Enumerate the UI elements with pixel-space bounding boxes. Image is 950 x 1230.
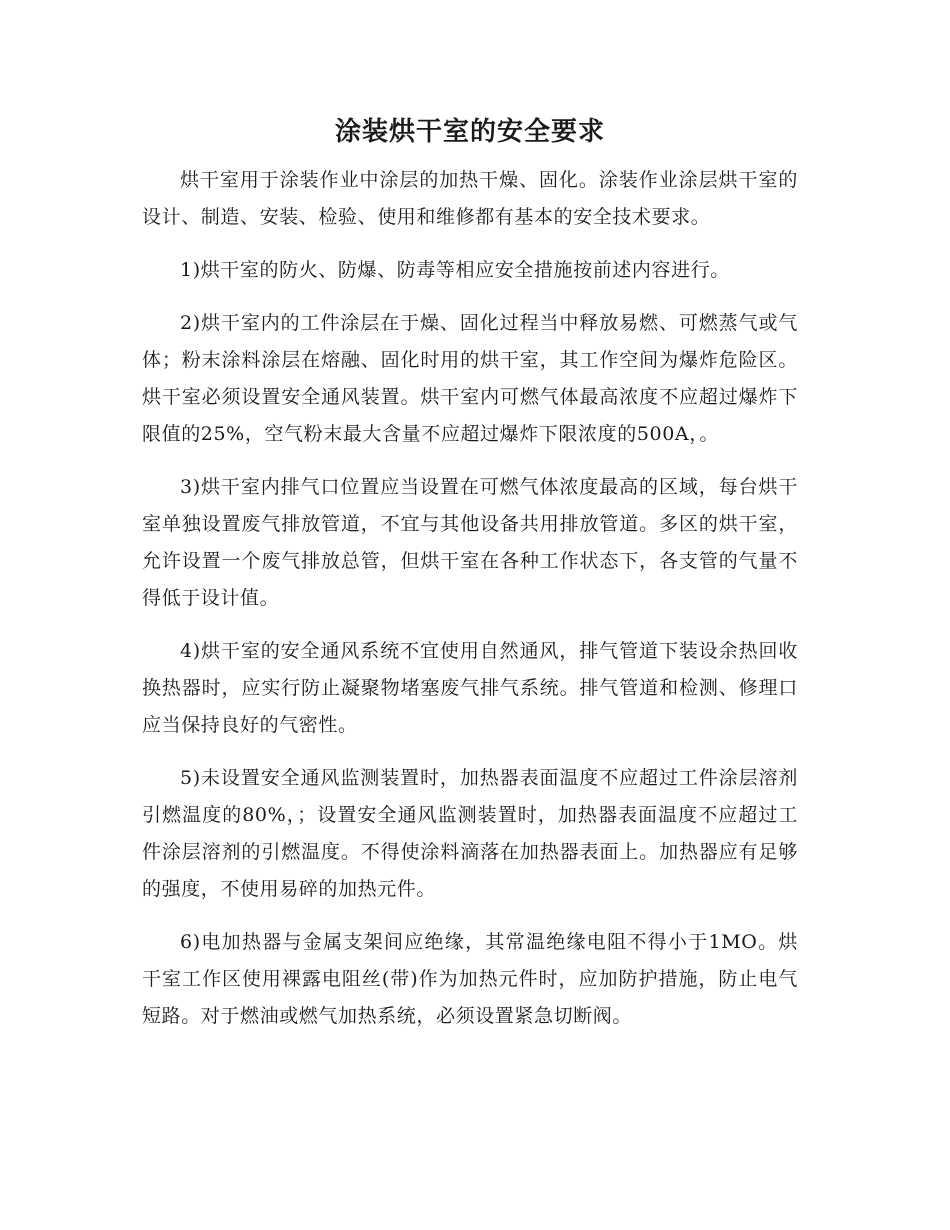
paragraph-intro: 烘干室用于涂装作业中涂层的加热干燥、固化。涂装作业涂层烘干室的设计、制造、安装、检验、使用和维修都有基本的安全技术要求。 [142,169,798,228]
paragraph-item-2: 2)烘干室内的工件涂层在于燥、固化过程当中释放易燃、可燃蒸气或气体；粉末涂料涂层在熔融、固化时用的烘干室，其工作空间为爆炸危险区。烘干室必须设置安全通风装置。烘干室内可燃气体最高浓度不应超过爆炸下限值的25%，空气粉末最大含量不应超过爆炸下限浓度的500A，。 [142,312,798,445]
paragraph-item-4: 4)烘干室的安全通风系统不宜使用自然通风，排气管道下装设余热回收换热器时，应实行防止凝聚物堵塞废气排气系统。排气管道和检测、修理口应当保持良好的气密性。 [142,640,798,736]
document-page [142,112,798,1051]
paragraph-item-6: 6)电加热器与金属支架间应绝缘，其常温绝缘电阻不得小于1MO。烘干室工作区使用裸露电阻丝(带)作为加热元件时，应加防护措施，防止电气短路。对于燃油或燃气加热系统，必须设置紧急切断阀。 [142,931,798,1027]
paragraph-item-1: 1)烘干室的防火、防爆、防毒等相应安全措施按前述内容进行。 [180,259,730,281]
paragraph-item-5: 5)未设置安全通风监测装置时，加热器表面温度不应超过工件涂层溶剂引燃温度的80%，；设置安全通风监测装置时，加热器表面温度不应超过工件涂层溶剂的引燃温度。不得使涂料滴落在加热器表面上。加热器应有足够的强度，不使用易碎的加热元件。 [142,767,798,900]
paragraph-item-3: 3)烘干室内排气口位置应当设置在可燃气体浓度最高的区域，每台烘干室单独设置废气排放管道，不宜与其他设备共用排放管道。多区的烘干室，允许设置一个废气排放总管，但烘干室在各种工作状态下，各支管的气量不得低于设计值。 [142,476,798,609]
document-title: 涂装烘干室的安全要求 [334,117,605,147]
